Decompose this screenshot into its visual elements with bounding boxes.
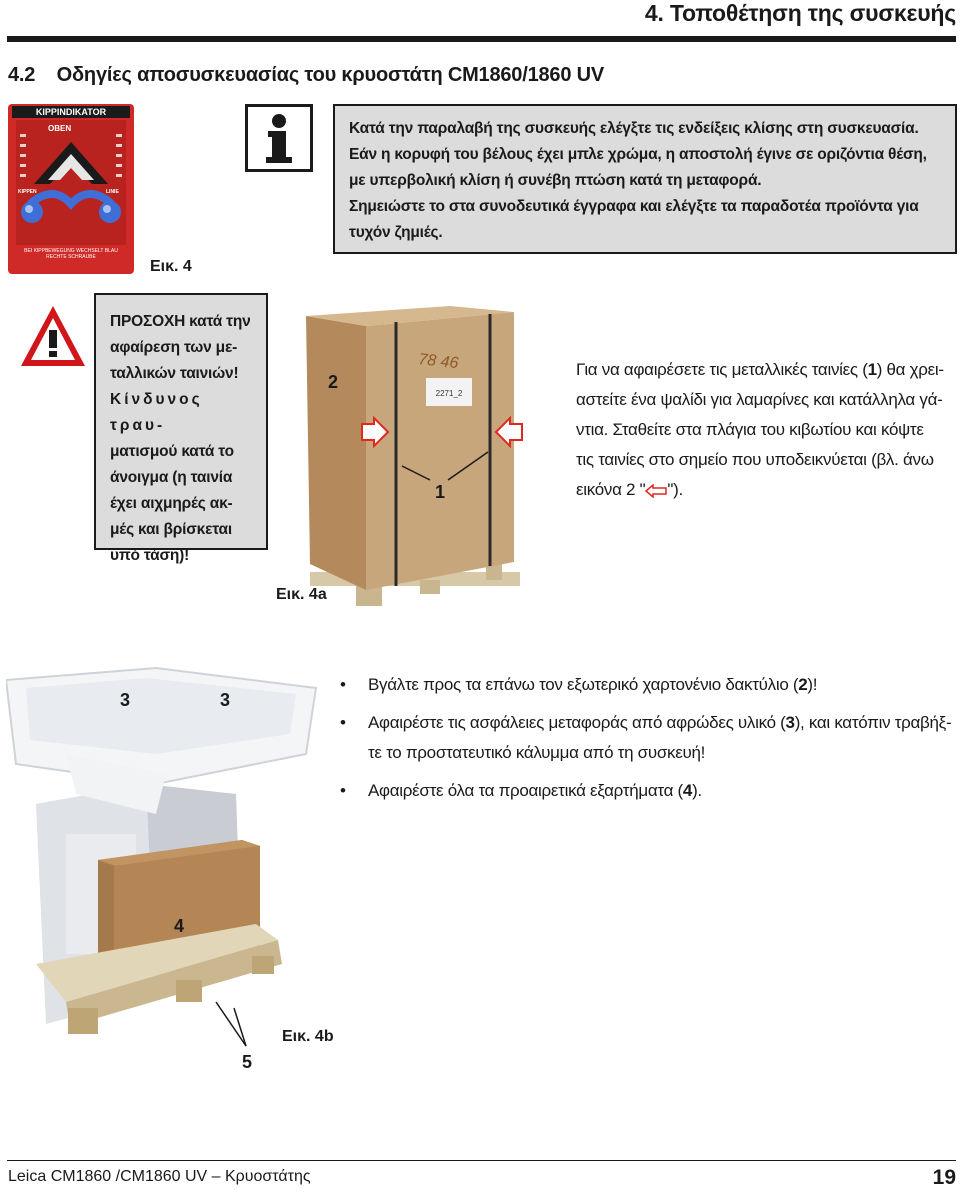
warning-line: ταλλικών ταινιών! <box>110 365 239 382</box>
crate-marking-text: 78 46 <box>417 351 460 373</box>
text-line: ντια. Σταθείτε στα πλάγια του κιβωτίου και κόψτε <box>576 420 924 439</box>
tilt-indicator-image <box>8 104 134 274</box>
strap-removal-text <box>576 355 956 505</box>
section-title-text: Οδηγίες αποσυσκευασίας του κρυοστάτη CM1860/1860 UV <box>56 64 605 86</box>
chapter-heading: 4. Τοποθέτηση της συσκευής <box>644 0 956 26</box>
warning-line: έχει αιχμηρές ακ- <box>110 495 233 512</box>
tilt-indicator-arrow-text: OBEN <box>48 124 72 133</box>
text-span: ), και κατόπιν τραβήξ- <box>794 713 952 732</box>
crate-tag-text: 2271_2 <box>435 389 463 398</box>
page-number: 19 <box>932 1166 956 1189</box>
tilt-indicator-bottom-text: BEI KIPPBEWEGUNG WECHSELT BLAU RECHTE SCHRAUBE <box>24 248 118 260</box>
list-item <box>340 776 960 806</box>
warning-line: μές και βρίσκεται <box>110 521 232 538</box>
chapter-rule <box>7 36 956 42</box>
text-line: αστείτε ένα ψαλίδι για λαμαρίνες και κατάλληλα γά- <box>576 390 943 409</box>
callout-3-left: 3 <box>120 690 131 710</box>
info-line: Κατά την παραλαβή της συσκευής ελέγξτε τις ενδείξεις κλίσης στη συσκευασία. <box>349 120 919 137</box>
tilt-indicator-side-left: KIPPEN <box>18 189 37 195</box>
warning-line: ΠΡΟΣΟΧΗ κατά την <box>110 313 251 330</box>
callout-1: 1 <box>435 482 446 502</box>
warning-triangle-icon <box>18 302 88 372</box>
text-span: Αφαιρέστε όλα τα προαιρετικά εξαρτήματα ( <box>368 781 683 800</box>
packed-crate-image <box>300 302 528 610</box>
text-span: εικόνα 2 " <box>576 480 646 499</box>
section-title <box>8 64 604 87</box>
tilt-indicator-side-right: LINIE <box>106 189 119 195</box>
text-line <box>576 475 956 505</box>
figure-4a-caption: Εικ. 4a <box>276 586 327 603</box>
cut-arrow-icon <box>645 484 667 498</box>
figure-4b-caption: Εικ. 4b <box>282 1028 334 1045</box>
callout-5: 5 <box>242 1052 253 1072</box>
text-span: ) θα χρει- <box>876 360 944 379</box>
text-span: )! <box>807 675 818 694</box>
callout-2: 2 <box>328 372 339 392</box>
text-span: Βγάλτε προς τα επάνω τον εξωτερικό χαρτονένιο δακτύλιο ( <box>368 675 799 694</box>
unpacking-steps-list <box>340 670 960 814</box>
text-span: Αφαιρέστε τις ασφάλειες μεταφοράς από αφρώδες υλικό ( <box>368 713 786 732</box>
info-icon <box>245 104 313 172</box>
bold-ref: 2 <box>798 675 808 694</box>
info-line: Εάν η κορυφή του βέλους έχει μπλε χρώμα, η αποστολή έγινε σε οριζόντια θέση, <box>349 146 927 163</box>
text-span: Για να αφαιρέσετε τις μεταλλικές ταινίες ( <box>576 360 868 379</box>
bold-ref: 1 <box>867 360 877 379</box>
text-span: τε το προστατευτικό κάλυμμα από τη συσκευή! <box>368 743 706 762</box>
list-item <box>340 708 960 768</box>
warning-line: αφαίρεση των με- <box>110 339 238 356</box>
warning-line: ματισμού κατά το <box>110 443 234 460</box>
text-span: "). <box>667 480 683 499</box>
figure-4-caption: Εικ. 4 <box>150 258 192 275</box>
footer-product-name: Leica CM1860 /CM1860 UV – Κρυοστάτης <box>8 1168 311 1185</box>
warning-note <box>94 293 268 564</box>
callout-4: 4 <box>174 916 185 936</box>
info-note <box>333 104 957 254</box>
warning-line: Κίνδυνος τραυ- <box>110 391 203 434</box>
bold-ref: 4 <box>682 781 693 800</box>
list-item <box>340 670 960 700</box>
text-span: ). <box>692 781 702 800</box>
info-line: τυχόν ζημιές. <box>349 224 443 241</box>
warning-line: άνοιγμα (η ταινία <box>110 469 233 486</box>
section-number: 4.2 <box>8 64 36 86</box>
warning-line: υπό τάση)! <box>110 547 190 564</box>
info-line: με υπερβολική κλίση ή συνέβη πτώση κατά τη μεταφορά. <box>349 172 762 189</box>
unpacked-device-image <box>6 664 322 1052</box>
callout-3-right: 3 <box>220 690 231 710</box>
text-line: τις ταινίες στο σημείο που υποδεικνύεται (βλ. άνω <box>576 450 934 469</box>
info-line: Σημειώστε το στα συνοδευτικά έγγραφα και ελέγξτε τα παραδοτέα προϊόντα για <box>349 198 919 215</box>
tilt-indicator-top-text: KIPPINDIKATOR <box>12 106 130 118</box>
text-line <box>576 355 956 385</box>
bold-ref: 3 <box>785 713 795 732</box>
footer-rule <box>7 1160 956 1161</box>
